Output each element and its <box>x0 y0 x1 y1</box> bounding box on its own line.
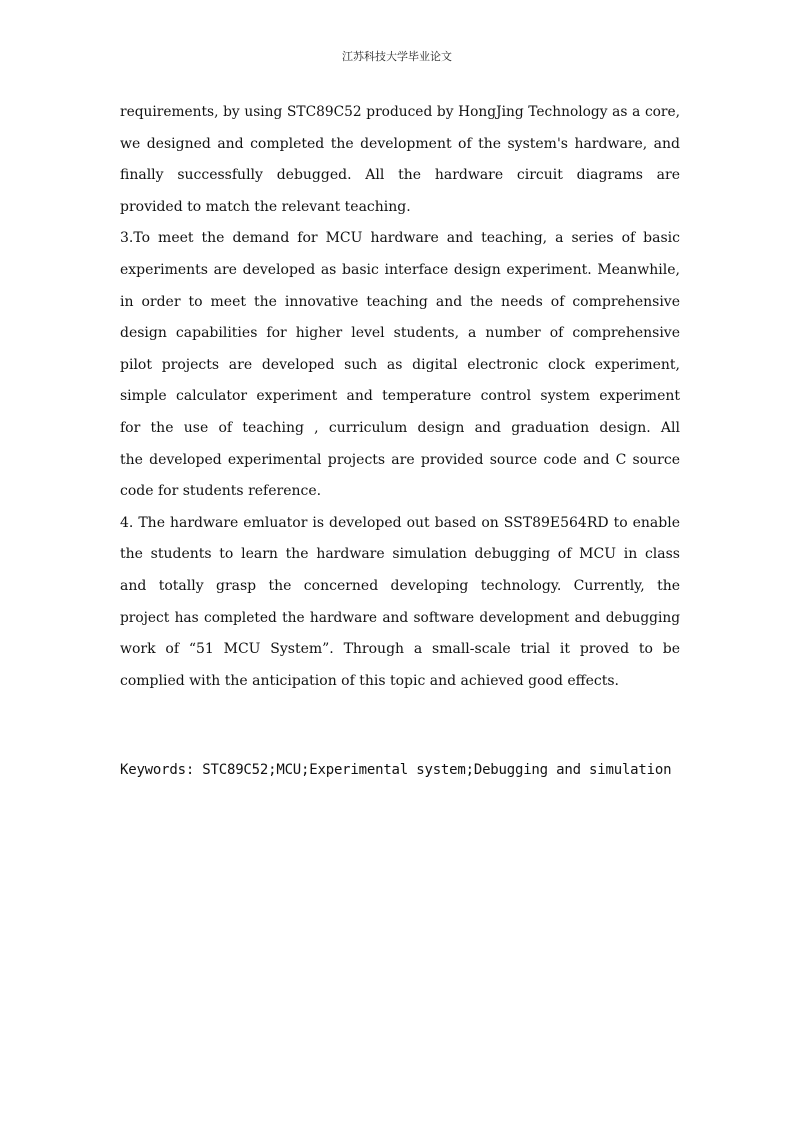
text-line: for the use of teaching , curriculum design and graduation design. All <box>120 419 680 436</box>
text-line: finally successfully debugged. All the hardware circuit diagrams are <box>120 167 680 184</box>
text-line: 3.To meet the demand for MCU hardware and teaching, a series of basic <box>120 230 680 247</box>
text-line: requirements, by using STC89C52 produced by HongJing Technology as a core, <box>120 104 680 120</box>
text-line: we designed and completed the development of the system's hardware, and <box>120 135 680 152</box>
keywords-line: Keywords: STC89C52;MCU;Experimental system;Debugging and simulation <box>120 762 672 778</box>
text-line: and totally grasp the concerned developing technology. Currently, the <box>120 577 680 594</box>
text-line: the developed experimental projects are provided source code and C source <box>120 451 680 468</box>
text-line: experiments are developed as basic interface design experiment. Meanwhile, <box>120 261 680 278</box>
text-line: design capabilities for higher level students, a number of comprehensive <box>120 325 680 342</box>
text-line: work of “51 MCU System”. Through a small-scale trial it proved to be <box>120 641 680 658</box>
text-line: project has completed the hardware and software development and debugging <box>120 609 680 626</box>
text-line: the students to learn the hardware simulation debugging of MCU in class <box>120 546 680 563</box>
text-line: complied with the anticipation of this topic and achieved good effects. <box>120 672 619 689</box>
text-line: in order to meet the innovative teaching and the needs of comprehensive <box>120 293 680 310</box>
text-line: code for students reference. <box>120 483 322 500</box>
text-line: simple calculator experiment and temperature control system experiment <box>120 388 680 405</box>
page-header: 江苏科技大学毕业论文 <box>342 50 452 63</box>
text-line: provided to match the relevant teaching. <box>120 198 411 215</box>
abstract-body <box>120 100 680 700</box>
text-line: pilot projects are developed such as digital electronic clock experiment, <box>120 356 680 373</box>
text-line: 4. The hardware emluator is developed out based on SST89E564RD to enable <box>120 514 680 531</box>
